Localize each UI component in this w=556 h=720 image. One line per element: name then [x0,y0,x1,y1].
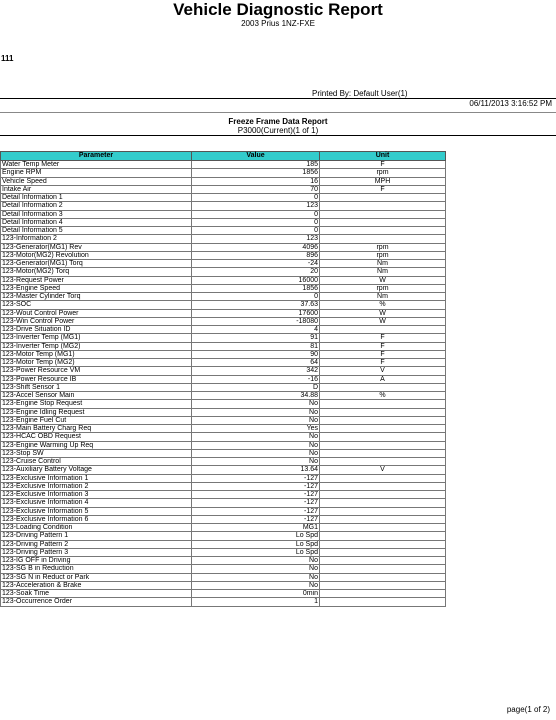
unit-cell [320,408,446,416]
unit-cell: W [320,309,446,317]
unit-cell: MPH [320,177,446,185]
unit-cell [320,573,446,581]
table-row [1,573,446,581]
table-row [1,400,446,408]
parameter-cell: 123-Engine Idling Request [1,408,192,416]
value-cell: -24 [192,260,320,268]
table-row [1,507,446,515]
parameter-cell: Water Temp Meter [1,161,192,169]
unit-cell [320,441,446,449]
unit-cell [320,532,446,540]
unit-cell [320,383,446,391]
unit-cell [320,458,446,466]
value-cell: -18080 [192,317,320,325]
value-cell: Lo Spd [192,548,320,556]
parameter-cell: Engine RPM [1,169,192,177]
report-date: 06/11/2013 3:16:52 PM [469,99,552,108]
parameter-cell: 123-Exclusive Information 5 [1,507,192,515]
table-row [1,202,446,210]
unit-cell: Nm [320,260,446,268]
table-row [1,449,446,457]
table-row [1,326,446,334]
unit-cell: A [320,375,446,383]
table-row [1,474,446,482]
unit-cell [320,524,446,532]
table-row [1,466,446,474]
unit-cell [320,482,446,490]
table-row [1,210,446,218]
value-cell: -127 [192,491,320,499]
parameter-cell: 123-Generator(MG1) Torq [1,260,192,268]
unit-cell: F [320,342,446,350]
value-cell: 0 [192,210,320,218]
table-row [1,334,446,342]
unit-cell [320,425,446,433]
unit-cell [320,548,446,556]
value-cell: Lo Spd [192,540,320,548]
parameter-cell: Detail Information 4 [1,218,192,226]
parameter-cell: 123-Power Resource VM [1,367,192,375]
table-row [1,425,446,433]
parameter-cell: 123-Engine Speed [1,284,192,292]
table-header-row [1,152,446,161]
unit-cell: F [320,334,446,342]
table-row [1,161,446,169]
parameter-cell: 123-Accel Sensor Main [1,392,192,400]
parameter-cell: 123-Driving Pattern 1 [1,532,192,540]
parameter-cell: 123-Shift Sensor 1 [1,383,192,391]
table-row [1,416,446,424]
unit-cell: rpm [320,243,446,251]
unit-cell [320,400,446,408]
unit-cell [320,194,446,202]
unit-cell: % [320,301,446,309]
unit-cell [320,449,446,457]
value-cell: 16000 [192,276,320,284]
value-cell: Yes [192,425,320,433]
value-cell: 34.88 [192,392,320,400]
unit-cell: F [320,161,446,169]
unit-cell [320,218,446,226]
parameter-cell: 123-IG OFF in Driving [1,557,192,565]
table-row [1,367,446,375]
parameter-cell: Detail Information 5 [1,227,192,235]
table-row [1,177,446,185]
unit-cell: rpm [320,284,446,292]
parameter-cell: 123-Auxiliary Battery Voltage [1,466,192,474]
column-header-unit: Unit [320,152,446,161]
section-subtitle: P3000(Current)(1 of 1) [237,126,319,135]
table-row [1,301,446,309]
value-cell: No [192,408,320,416]
unit-cell [320,590,446,598]
value-cell: 896 [192,251,320,259]
value-cell: No [192,400,320,408]
parameter-cell: 123-Exclusive Information 4 [1,499,192,507]
parameter-cell: 123-Inverter Temp (MG1) [1,334,192,342]
table-row [1,515,446,523]
value-cell: -127 [192,507,320,515]
value-cell: 64 [192,359,320,367]
value-cell: 1856 [192,284,320,292]
value-cell: -127 [192,474,320,482]
value-cell: 0 [192,218,320,226]
value-cell: -16 [192,375,320,383]
value-cell: No [192,441,320,449]
value-cell: No [192,565,320,573]
parameter-cell: 123-Generator(MG1) Rev [1,243,192,251]
section-title: Freeze Frame Data Report [228,117,328,126]
table-row [1,317,446,325]
parameter-cell: 123-SG B in Reduction [1,565,192,573]
unit-cell [320,507,446,515]
value-cell: 16 [192,177,320,185]
parameter-cell: 123-Exclusive Information 2 [1,482,192,490]
parameter-cell: 123-Driving Pattern 2 [1,540,192,548]
value-cell: No [192,458,320,466]
parameter-cell: 123-Engine Fuel Cut [1,416,192,424]
parameter-cell: 123-Stop SW [1,449,192,457]
unit-cell [320,416,446,424]
value-cell: 185 [192,161,320,169]
value-cell: 70 [192,185,320,193]
table-row [1,458,446,466]
unit-cell: W [320,276,446,284]
table-row [1,251,446,259]
parameter-cell: 123-Exclusive Information 3 [1,491,192,499]
table-row [1,276,446,284]
value-cell: 0 [192,293,320,301]
parameter-cell: 123-Exclusive Information 1 [1,474,192,482]
divider [0,135,556,136]
page-number: page(1 of 2) [506,705,550,714]
vehicle-subtitle: 2003 Prius 1NZ-FXE [241,19,315,28]
divider [0,112,556,113]
column-header-value: Value [192,152,320,161]
column-header-parameter: Parameter [1,152,192,161]
parameter-cell: 123-Wout Control Power [1,309,192,317]
parameter-cell: 123-Cruise Control [1,458,192,466]
parameter-cell: 123-Engine Stop Request [1,400,192,408]
value-cell: 1856 [192,169,320,177]
table-row [1,383,446,391]
table-row [1,359,446,367]
table-row [1,581,446,589]
parameter-cell: Detail Information 2 [1,202,192,210]
value-cell: MG1 [192,524,320,532]
table-row [1,548,446,556]
table-row [1,408,446,416]
value-cell: 0 [192,227,320,235]
value-cell: 81 [192,342,320,350]
value-cell: D [192,383,320,391]
table-row [1,293,446,301]
parameter-cell: 123-Motor(MG2) Revolution [1,251,192,259]
table-row [1,524,446,532]
parameter-cell: Detail Information 3 [1,210,192,218]
parameter-cell: 123-Motor Temp (MG1) [1,350,192,358]
table-row [1,309,446,317]
unit-cell [320,540,446,548]
value-cell: 20 [192,268,320,276]
value-cell: 13.64 [192,466,320,474]
unit-cell: F [320,350,446,358]
parameter-cell: 123-SOC [1,301,192,309]
table-row [1,218,446,226]
parameter-cell: 123-HCAC OBD Request [1,433,192,441]
parameter-cell: 123-Acceleration & Brake [1,581,192,589]
parameter-cell: 123-Master Cylinder Torq [1,293,192,301]
table-row [1,441,446,449]
table-row [1,482,446,490]
value-cell: -127 [192,499,320,507]
unit-cell [320,491,446,499]
parameter-cell: 123-Loading Condition [1,524,192,532]
table-row [1,227,446,235]
table-row [1,243,446,251]
table-row [1,590,446,598]
value-cell: No [192,433,320,441]
parameter-cell: 123-Occurrence Order [1,598,192,606]
parameter-cell: 123-SG N in Reduct or Park [1,573,192,581]
table-row [1,169,446,177]
table-row [1,350,446,358]
value-cell: 123 [192,235,320,243]
unit-cell: V [320,367,446,375]
table-row [1,433,446,441]
value-cell: 91 [192,334,320,342]
unit-cell: F [320,185,446,193]
unit-cell [320,515,446,523]
unit-cell: % [320,392,446,400]
parameter-cell: 123-Driving Pattern 3 [1,548,192,556]
table-row [1,260,446,268]
value-cell: Lo Spd [192,532,320,540]
value-cell: 17600 [192,309,320,317]
table-row [1,268,446,276]
unit-cell [320,474,446,482]
parameter-cell: 123-Information 2 [1,235,192,243]
unit-cell: Nm [320,268,446,276]
parameter-cell: 123-Engine Warming Up Req [1,441,192,449]
parameter-cell: Intake Air [1,185,192,193]
unit-cell: F [320,359,446,367]
value-cell: 4096 [192,243,320,251]
table-row [1,194,446,202]
freeze-frame-table [0,151,446,607]
parameter-cell: 123-Power Resource IB [1,375,192,383]
unit-cell [320,210,446,218]
table-row [1,565,446,573]
parameter-cell: 123-Drive Situation ID [1,326,192,334]
value-cell: 0min [192,590,320,598]
parameter-cell: 123-Motor(MG2) Torq [1,268,192,276]
value-cell: No [192,557,320,565]
parameter-cell: 123-Motor Temp (MG2) [1,359,192,367]
unit-cell [320,581,446,589]
table-row [1,532,446,540]
table-row [1,499,446,507]
unit-cell: rpm [320,169,446,177]
table-row [1,598,446,606]
value-cell: 123 [192,202,320,210]
unit-cell [320,202,446,210]
value-cell: 1 [192,598,320,606]
table-row [1,342,446,350]
table-row [1,185,446,193]
parameter-cell: Detail Information 1 [1,194,192,202]
unit-cell: Nm [320,293,446,301]
parameter-cell: 123-Main Battery Charg Req [1,425,192,433]
report-id: 111 [1,54,14,63]
unit-cell: V [320,466,446,474]
unit-cell [320,557,446,565]
value-cell: -127 [192,515,320,523]
table-row [1,284,446,292]
value-cell: 0 [192,194,320,202]
unit-cell [320,565,446,573]
value-cell: No [192,573,320,581]
table-row [1,235,446,243]
parameter-cell: 123-Exclusive Information 6 [1,515,192,523]
value-cell: 4 [192,326,320,334]
table-row [1,392,446,400]
value-cell: -127 [192,482,320,490]
parameter-cell: Vehicle Speed [1,177,192,185]
parameter-cell: 123-Inverter Temp (MG2) [1,342,192,350]
table-row [1,491,446,499]
unit-cell [320,499,446,507]
unit-cell [320,227,446,235]
report-title: Vehicle Diagnostic Report [173,0,383,19]
value-cell: No [192,449,320,457]
unit-cell [320,235,446,243]
value-cell: 37.63 [192,301,320,309]
value-cell: No [192,416,320,424]
table-row [1,557,446,565]
value-cell: 342 [192,367,320,375]
parameter-cell: 123-Win Control Power [1,317,192,325]
unit-cell [320,326,446,334]
parameter-cell: 123-Request Power [1,276,192,284]
value-cell: No [192,581,320,589]
unit-cell: W [320,317,446,325]
table-row [1,375,446,383]
value-cell: 90 [192,350,320,358]
unit-cell [320,433,446,441]
parameter-cell: 123-Soak Time [1,590,192,598]
table-row [1,540,446,548]
unit-cell [320,598,446,606]
unit-cell: rpm [320,251,446,259]
printed-by: Printed By: Default User(1) [312,89,408,98]
